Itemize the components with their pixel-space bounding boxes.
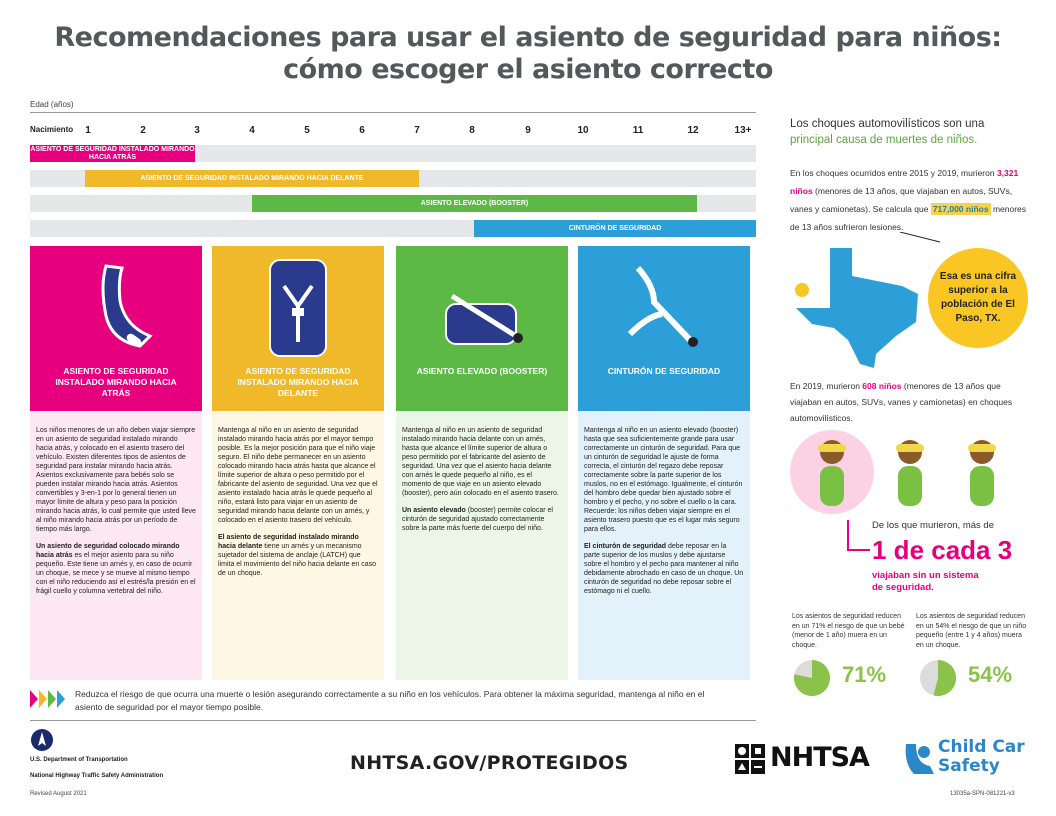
- bold-lead: Un asiento elevado: [402, 507, 466, 514]
- text-forward-facing: [212, 412, 384, 680]
- card-rear-facing: [30, 246, 202, 411]
- percent-71: 71%: [842, 662, 887, 687]
- card-label: ASIENTO ELEVADO (BOOSTER): [416, 366, 548, 376]
- forward-facing-seat-icon: [212, 246, 384, 366]
- timeline-row: [30, 220, 756, 237]
- card-forward-facing: [212, 246, 384, 411]
- pie-71-icon: [792, 658, 832, 698]
- paragraph-rest: (booster) permite colocar el cinturón de seguridad ajustado correctamente sobre la parte más fuerte del cuerpo del niño.: [402, 507, 553, 532]
- of-those-text: De los que murieron, más de: [872, 520, 994, 531]
- paragraph: [218, 533, 378, 578]
- stat-text: (menores de 13 años, que viajaban en autos, SUVs, vanes y camionetas). Se calcula que: [790, 186, 1013, 214]
- seat-belt-icon: [578, 246, 750, 366]
- stat-text: En los choques ocurridos entre 2015 y 2019, murieron: [790, 168, 997, 178]
- arrows-icon: [30, 688, 70, 710]
- website-url[interactable]: NHTSA.GOV/PROTEGIDOS: [350, 752, 629, 774]
- infant-reduction-text: Los asientos de seguridad reducen en un 71% el riesgo de que un bebé (menor de 1 año) muera en un choque.: [792, 613, 905, 649]
- el-paso-callout: Esa es una cifra superior a la población de El Paso, TX.: [928, 248, 1028, 348]
- stat-text: En 2019, murieron: [790, 381, 863, 391]
- stat-2019: [790, 378, 1030, 426]
- one-in-three: 1 de cada 3: [872, 535, 1013, 565]
- tick-label: 6: [359, 125, 365, 136]
- toddler-reduction-text: Los asientos de seguridad reducen en un 54% el riesgo de que un niño pequeño (entre 1 y 4 años) muera en un choque.: [916, 613, 1027, 649]
- card-label: CINTURÓN DE SEGURIDAD: [607, 366, 721, 376]
- injuries-number: 717,000 niños: [932, 204, 989, 214]
- card-label: ASIENTO DE SEGURIDAD INSTALADO MIRANDO HACIA DELANTE: [237, 366, 359, 398]
- tick-label: 2: [140, 125, 146, 136]
- stat-text: (menores de 13 años que viajaban en autos, SUVs, vanes y camionetas) en choques automovilísticos.: [790, 381, 1013, 423]
- nhtsa-logo: NHTSA: [770, 742, 869, 773]
- paragraph: Mantenga al niño en un asiento de seguridad instalado mirando hacia atrás por el mayor tiempo posible. Es la mejor posición para que el niño viaje seguro. El niño debe permanecer en un asiento colocado mirando hacia atrás hasta que alcance el límite superior de altura o peso permitido por el fabricante del asiento de seguridad. Una vez que el asiento instalado hacia atrás le quede pequeño al niño, estará listo para viajar en un asiento de seguridad mirando hacia delante con un arnés, y colocado en el asiento trasero del vehículo.: [218, 427, 378, 524]
- tick-label: 4: [249, 125, 255, 136]
- text-booster: [396, 412, 568, 680]
- timeline-row: [30, 170, 756, 187]
- bar-forward-facing: ASIENTO DE SEGURIDAD INSTALADO MIRANDO HACIA DELANTE: [85, 170, 419, 187]
- tick-label: 12: [687, 125, 699, 136]
- paragraph: [584, 542, 744, 596]
- tick-label: 8: [469, 125, 475, 136]
- card-seat-belt: [578, 246, 750, 411]
- deaths-2019-number: 608 niños: [862, 381, 902, 391]
- paragraph-rest: es el mejor asiento para su niño pequeño. Este tiene un arnés y, en caso de ocurrir un choque, se mece y se mueve al mismo tiempo con el niño reduciendo así el estrés/la presión en el frágil cuello y columna vertebral del niño.: [36, 552, 196, 595]
- paragraph: [402, 506, 562, 533]
- divider: [30, 720, 756, 721]
- card-booster: [396, 246, 568, 411]
- paragraph: Mantenga al niño en un asiento de seguridad instalado mirando hacia delante con un arnés, hasta que alcance el límite superior de altura o peso permitido por el fabricante del asiento de seguridad. Una vez que el asiento hacia delante con arnés le quede pequeño al niño, es el momento de que viaje en un asiento elevado (booster), pero aún colocado en el asiento trasero.: [402, 427, 559, 497]
- tick-label: 7: [414, 125, 420, 136]
- age-axis-label: Edad (años): [30, 100, 74, 109]
- tick-label: 5: [304, 125, 310, 136]
- divider: [30, 112, 756, 113]
- lead-line-1: Los choques automovilísticos son una: [790, 118, 985, 130]
- child-car-safety-logo: [938, 738, 1025, 776]
- stat-2015-2019: [790, 164, 1030, 236]
- tick-label: 13+: [734, 125, 752, 136]
- bar-rear-facing: ASIENTO DE SEGURIDAD INSTALADO MIRANDO HACIA ATRÁS: [30, 145, 195, 161]
- safety-tip: Reduzca el riesgo de que ocurra una muerte o lesión asegurando correctamente a su niño en los vehículos. Para obtener la máxima seguridad, mantenga al niño en el asiento de seguridad por el mayor tiempo posible.: [75, 689, 705, 712]
- ccs-line-2: Safety: [938, 756, 1000, 776]
- bar-seat-belt: CINTURÓN DE SEGURIDAD: [474, 220, 756, 237]
- deaths-number: 3,321 niños: [790, 168, 1019, 196]
- children-illustration: [790, 430, 1030, 520]
- tick-label: Nacimiento: [30, 125, 74, 134]
- stat-text: menores de 13 años sufrieron lesiones.: [790, 204, 1027, 232]
- tick-label: 1: [85, 125, 91, 136]
- bar-booster: ASIENTO ELEVADO (BOOSTER): [252, 195, 697, 212]
- tick-label: 10: [577, 125, 589, 136]
- tick-label: 9: [525, 125, 531, 136]
- paragraph: Mantenga al niño en un asiento elevado (booster) hasta que sea suficientemente grande para usar correctamente un cinturón de seguridad. Para que un cinturón de seguridad le ajuste de forma correcta, el cinturón del regazo debe reposar correctamente sobre la parte superior de los muslos, no en el estómago. Igualmente, el cinturón del hombro debe quedar bien ajustado sobre el hombro y el pecho, y no sobre el cuello o la cara. Recuerde: los niños deben viajar siempre en el asiento trasero puesto que es el lugar más seguro para ellos.: [584, 427, 743, 533]
- lead-line-2: principal causa de muertes de niños.: [790, 134, 978, 146]
- dot-seal-icon: [30, 728, 54, 752]
- timeline-row: [30, 195, 756, 212]
- rear-facing-seat-icon: [30, 246, 202, 366]
- percent-54: 54%: [968, 662, 1013, 687]
- booster-seat-icon: [396, 246, 568, 366]
- timeline-row: [30, 145, 756, 162]
- paragraph: [36, 542, 196, 596]
- lead-statement: [790, 116, 1030, 148]
- bold-lead: El cinturón de seguridad: [584, 543, 667, 550]
- bold-lead: El asiento de seguridad instalado mirando hacia delante: [218, 534, 359, 550]
- no-seat-text: viajaban sin un sistema de seguridad.: [872, 570, 979, 593]
- document-code: 13035a-SPN-081221-v3: [950, 791, 1015, 797]
- tick-label: 3: [194, 125, 200, 136]
- card-label: ASIENTO DE SEGURIDAD INSTALADO MIRANDO HACIA ATRÁS: [55, 366, 177, 398]
- pie-54-icon: [918, 658, 958, 698]
- page-title: [0, 22, 1056, 86]
- text-seat-belt: [578, 412, 750, 680]
- nhtsa-full-name: National Highway Traffic Safety Administration: [30, 773, 164, 779]
- ccs-line-1: Child Car: [938, 737, 1025, 757]
- child-car-safety-icon: [900, 738, 936, 778]
- texas-map-icon: [790, 232, 940, 372]
- paragraph-rest: tiene un arnés y un mecanismo sujetador del sistema de anclaje (LATCH) que limita el movimiento del niño hacia delante en caso de un choque.: [218, 543, 376, 577]
- text-rear-facing: [30, 412, 202, 680]
- connector-line: [846, 520, 872, 560]
- dot-name: U.S. Department of Transportation: [30, 757, 128, 763]
- paragraph: Los niños menores de un año deben viajar siempre en un asiento de seguridad instalado mirando hacia atrás, y colocado en el asiento trasero del vehículo. Existen diferentes tipos de asientos de seguridad para instalar mirando hacia atrás. Asientos exclusivamente para bebés solo se pueden instalar mirando hacia atrás. Asientos convertibles y 3-en-1 por lo general tienen un mayor límite de altura y peso para la posición mirando hacia atrás, lo cual permite que usted lleve al niño mirando hacia atrás por un período de tiempo más largo.: [36, 427, 196, 533]
- bold-lead: Un asiento de seguridad colocado mirando hacia atrás: [36, 543, 180, 559]
- revised-date: Revised August 2021: [30, 791, 87, 797]
- title-line-1: Recomendaciones para usar el asiento de seguridad para niños:: [54, 22, 1002, 53]
- paragraph-rest: debe reposar en la parte superior de los muslos y debe ajustarse sobre el hombro y el pecho para mantener al niño debidamente abrochado en caso de un choque. Un cinturón de seguridad no debe reposar sobre el estómago ni el cuello.: [584, 543, 744, 595]
- tick-label: 11: [632, 125, 644, 136]
- title-line-2: cómo escoger el asiento correcto: [283, 54, 773, 85]
- nhtsa-logo-icon: [735, 744, 767, 774]
- dot-agency: [30, 755, 163, 781]
